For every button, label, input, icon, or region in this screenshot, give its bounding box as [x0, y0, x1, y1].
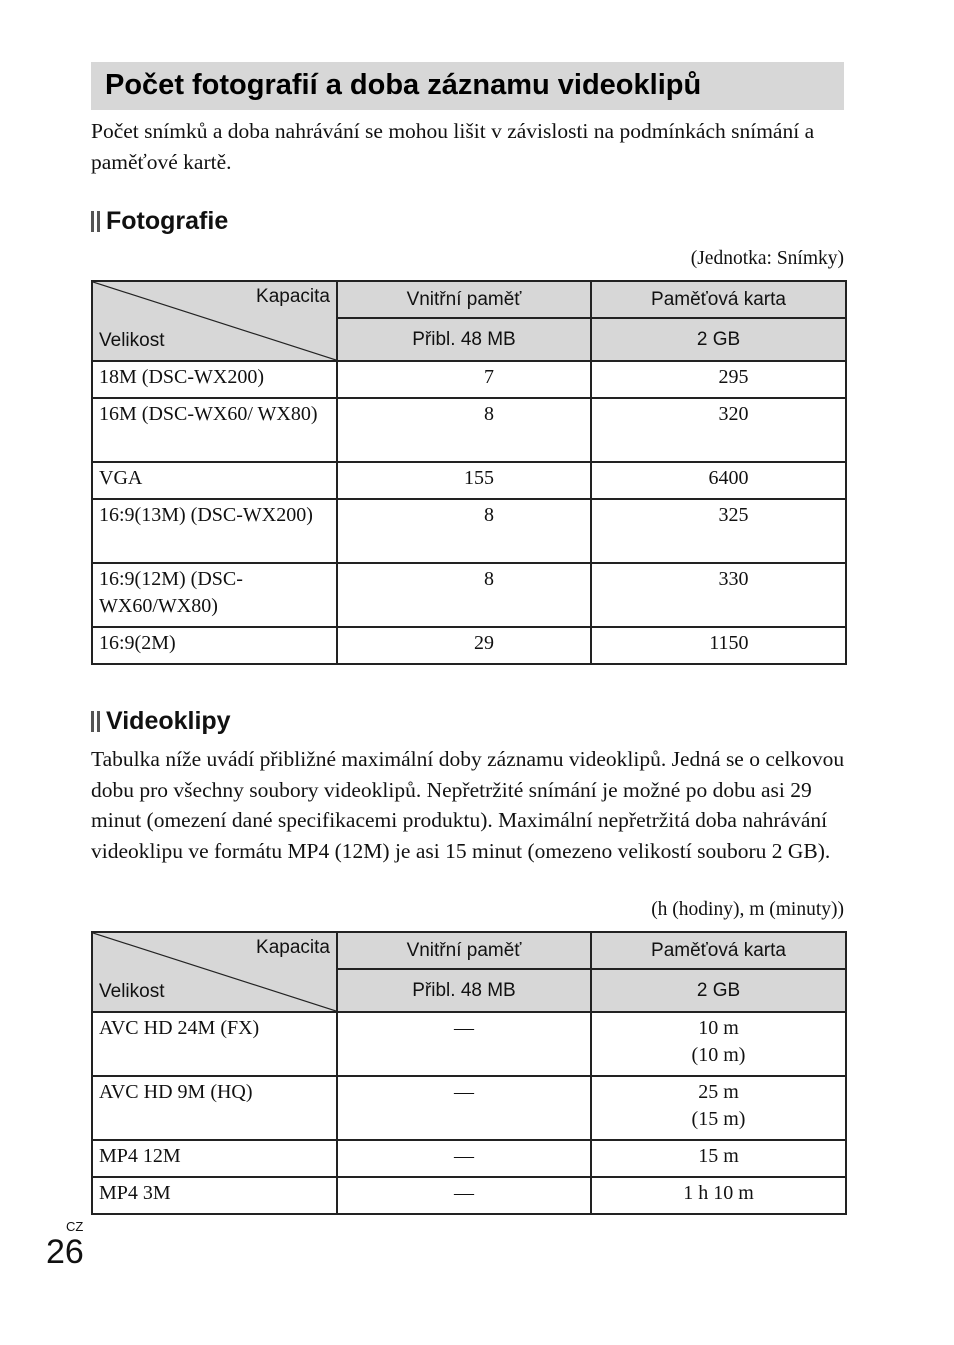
photos-unit-note: (Jednotka: Snímky) — [690, 248, 844, 269]
header-internal-capacity: Přibl. 48 MB — [337, 969, 591, 1012]
table-row — [92, 1140, 846, 1177]
header-memory-card: Paměťová karta — [591, 281, 846, 318]
table-row — [92, 398, 846, 462]
size-cell: 16:9(13M) (DSC-WX200) — [92, 499, 337, 563]
header-memory-card: Paměťová karta — [591, 932, 846, 969]
page-number: 26 — [46, 1233, 84, 1271]
internal-value: — — [337, 1076, 591, 1140]
intro-paragraph: Počet snímků a doba nahrávání se mohou lišit v závislosti na podmínkách snímání a paměťové kartě. — [91, 119, 815, 174]
page-title-bar — [91, 62, 844, 110]
size-cell: 16M (DSC-WX60/ WX80) — [92, 398, 337, 462]
card-value: 6400 — [708, 467, 749, 489]
table-row — [92, 1076, 846, 1140]
card-value: 325 — [718, 504, 749, 526]
size-cell: MP4 3M — [92, 1177, 337, 1214]
card-value: 295 — [718, 366, 749, 388]
movies-heading-label: Videoklipy — [106, 707, 231, 735]
table-row — [92, 361, 846, 398]
card-value: 10 m — [698, 1017, 739, 1039]
photos-heading — [91, 206, 228, 236]
movies-description: Tabulka níže uvádí přibližné maximální doby záznamu videoklipů. Jedná se o celkovou dobu pro všechny soubory videoklipů. Nepřetržité snímání je možné po dobu asi 29 minut (omezení dané specifikacemi produktu). Maximální nepřetržitá doba nahrávání videoklipu ve formátu MP4 (12M) je asi 15 minut (omezeno velikostí souboru 2 GB). — [91, 747, 845, 863]
internal-value: — — [337, 1012, 591, 1076]
movies-heading — [91, 706, 231, 736]
size-cell: AVC HD 9M (HQ) — [92, 1076, 337, 1140]
table-row — [92, 627, 846, 664]
card-value: 1 h 10 m — [591, 1177, 846, 1214]
card-value: 1150 — [709, 632, 749, 654]
header-size-label: Velikost — [99, 981, 165, 1002]
header-internal-capacity: Přibl. 48 MB — [337, 318, 591, 361]
internal-value: 155 — [464, 467, 494, 489]
size-cell: MP4 12M — [92, 1140, 337, 1177]
movies-table — [91, 931, 847, 1215]
page-language-code: CZ — [66, 1219, 84, 1234]
header-internal-memory: Vnitřní paměť — [337, 932, 591, 969]
internal-value: — — [337, 1177, 591, 1214]
internal-value: 29 — [474, 632, 494, 654]
photos-table — [91, 280, 847, 665]
card-note: (15 m) — [691, 1108, 746, 1130]
movies-header-corner — [92, 932, 337, 1012]
size-cell: AVC HD 24M (FX) — [92, 1012, 337, 1076]
internal-value: 8 — [484, 403, 494, 425]
internal-value: 8 — [484, 504, 494, 526]
header-internal-memory: Vnitřní paměť — [337, 281, 591, 318]
table-row — [92, 1177, 846, 1214]
table-row — [92, 563, 846, 627]
header-card-capacity: 2 GB — [591, 969, 846, 1012]
size-cell: 16:9(12M) (DSC-WX60/WX80) — [92, 563, 337, 627]
size-cell: 18M (DSC-WX200) — [92, 361, 337, 398]
page-title: Počet fotografií a doba záznamu videoklipů — [105, 69, 702, 101]
size-cell: 16:9(2M) — [92, 627, 337, 664]
photos-heading-label: Fotografie — [106, 207, 229, 235]
card-value: 320 — [718, 403, 749, 425]
table-row — [92, 499, 846, 563]
header-capacity-label: Kapacita — [256, 286, 330, 307]
card-value: 330 — [718, 568, 749, 590]
table-row — [92, 1012, 846, 1076]
header-capacity-label: Kapacita — [256, 937, 330, 958]
card-value: 15 m — [591, 1140, 846, 1177]
size-cell: VGA — [92, 462, 337, 499]
section-marker-icon — [91, 211, 100, 232]
section-marker-icon — [91, 711, 100, 732]
card-note: (10 m) — [691, 1044, 746, 1066]
photos-header-corner — [92, 281, 337, 361]
internal-value: — — [337, 1140, 591, 1177]
internal-value: 7 — [484, 366, 494, 388]
internal-value: 8 — [484, 568, 494, 590]
header-card-capacity: 2 GB — [591, 318, 846, 361]
table-row — [92, 462, 846, 499]
header-size-label: Velikost — [99, 330, 165, 351]
card-value: 25 m — [698, 1081, 739, 1103]
movies-unit-note: (h (hodiny), m (minuty)) — [651, 899, 844, 920]
